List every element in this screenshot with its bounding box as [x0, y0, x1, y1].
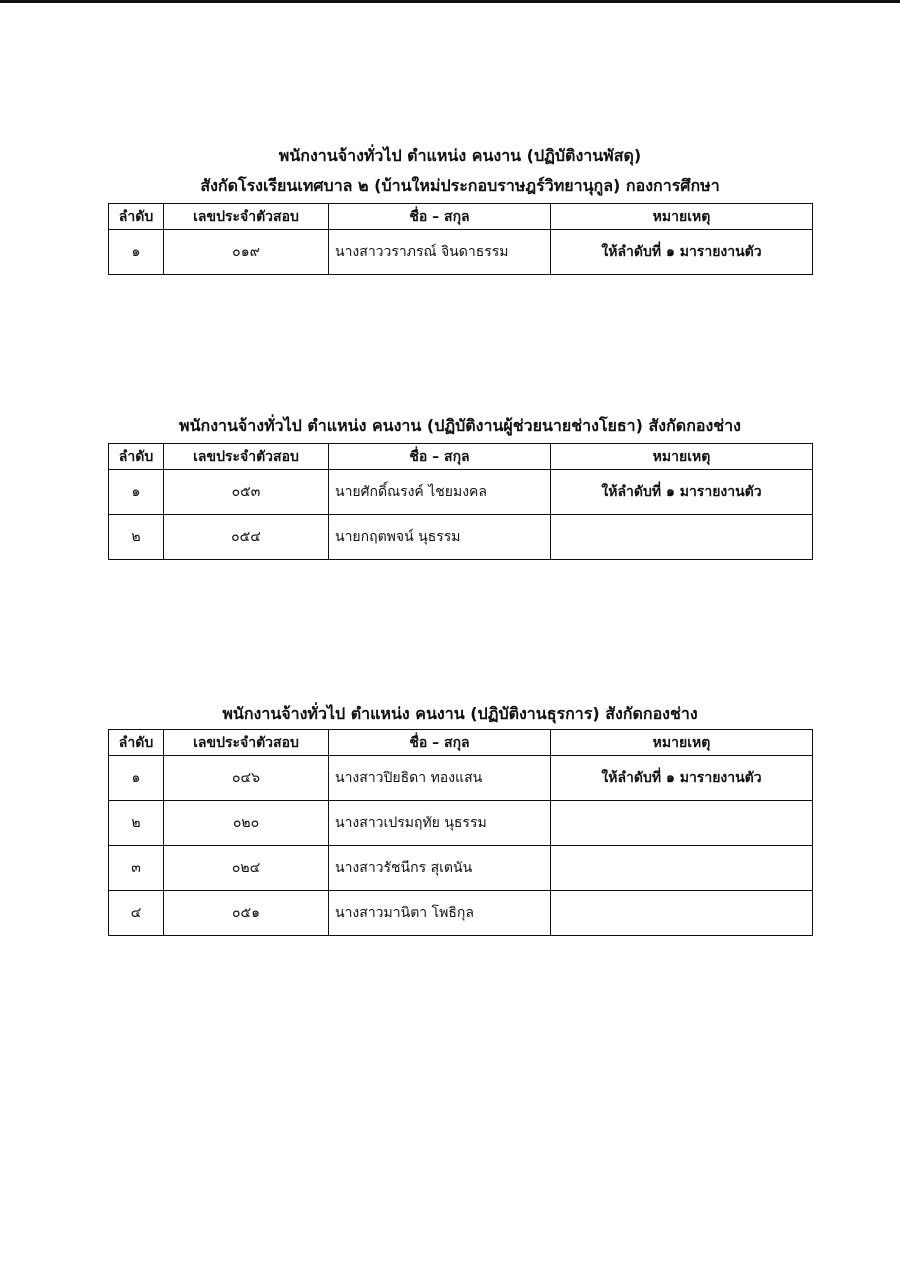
header-seq: ลำดับ	[109, 204, 164, 230]
cell-name: นายกฤตพจน์ นุธรรม	[329, 515, 551, 560]
cell-remark: ให้ลำดับที่ ๑ มารายงานตัว	[551, 230, 813, 275]
header-remark: หมายเหตุ	[551, 204, 813, 230]
header-name: ชื่อ – สกุล	[329, 444, 551, 470]
table-row	[109, 801, 813, 846]
table-header-row	[109, 730, 813, 756]
roster-table	[108, 443, 813, 560]
cell-remark	[551, 846, 813, 891]
header-seq: ลำดับ	[109, 730, 164, 756]
cell-name: นายศักดิ์ณรงค์ ไชยมงคล	[329, 470, 551, 515]
header-seq: ลำดับ	[109, 444, 164, 470]
cell-exam-id: ๐๕๑	[164, 891, 329, 936]
table-header-row	[109, 204, 813, 230]
cell-name: นางสาวมานิตา โพธิกุล	[329, 891, 551, 936]
table-row	[109, 756, 813, 801]
cell-name: นางสาวเปรมฤทัย นุธรรม	[329, 801, 551, 846]
header-name: ชื่อ – สกุล	[329, 204, 551, 230]
roster-table	[108, 729, 813, 936]
cell-exam-id: ๐๕๓	[164, 470, 329, 515]
table-header-row	[109, 444, 813, 470]
cell-seq: ๔	[109, 891, 164, 936]
cell-exam-id: ๐๔๖	[164, 756, 329, 801]
cell-exam-id: ๐๕๔	[164, 515, 329, 560]
cell-seq: ๑	[109, 470, 164, 515]
cell-remark	[551, 891, 813, 936]
cell-remark: ให้ลำดับที่ ๑ มารายงานตัว	[551, 756, 813, 801]
roster-table	[108, 203, 813, 275]
table-row	[109, 846, 813, 891]
section-title: พนักงานจ้างทั่วไป ตำแหน่ง คนงาน (ปฏิบัติงานพัสดุ)	[278, 146, 642, 165]
header-name: ชื่อ – สกุล	[329, 730, 551, 756]
header-exam-id: เลขประจำตัวสอบ	[164, 444, 329, 470]
table-row	[109, 515, 813, 560]
cell-seq: ๓	[109, 846, 164, 891]
section-subtitle: สังกัดโรงเรียนเทศบาล ๒ (บ้านใหม่ประกอบราษฎร์วิทยานุกูล) กองการศึกษา	[200, 176, 720, 195]
header-remark: หมายเหตุ	[551, 730, 813, 756]
page-top-border	[0, 0, 900, 3]
cell-name: นางสาวรัชนีกร สุเตนัน	[329, 846, 551, 891]
table-row	[109, 230, 813, 275]
header-remark: หมายเหตุ	[551, 444, 813, 470]
section-title: พนักงานจ้างทั่วไป ตำแหน่ง คนงาน (ปฏิบัติงานธุรการ) สังกัดกองช่าง	[222, 704, 698, 723]
cell-seq: ๒	[109, 515, 164, 560]
cell-exam-id: ๐๒๔	[164, 846, 329, 891]
cell-name: นางสาวปิยธิดา ทองแสน	[329, 756, 551, 801]
cell-remark	[551, 801, 813, 846]
cell-remark: ให้ลำดับที่ ๑ มารายงานตัว	[551, 470, 813, 515]
header-exam-id: เลขประจำตัวสอบ	[164, 204, 329, 230]
cell-seq: ๒	[109, 801, 164, 846]
cell-exam-id: ๐๑๙	[164, 230, 329, 275]
cell-name: นางสาววราภรณ์ จินดาธรรม	[329, 230, 551, 275]
cell-seq: ๑	[109, 230, 164, 275]
cell-seq: ๑	[109, 756, 164, 801]
cell-exam-id: ๐๒๐	[164, 801, 329, 846]
header-exam-id: เลขประจำตัวสอบ	[164, 730, 329, 756]
table-row	[109, 891, 813, 936]
table-row	[109, 470, 813, 515]
cell-remark	[551, 515, 813, 560]
section-title: พนักงานจ้างทั่วไป ตำแหน่ง คนงาน (ปฏิบัติงานผู้ช่วยนายช่างโยธา) สังกัดกองช่าง	[179, 416, 741, 435]
